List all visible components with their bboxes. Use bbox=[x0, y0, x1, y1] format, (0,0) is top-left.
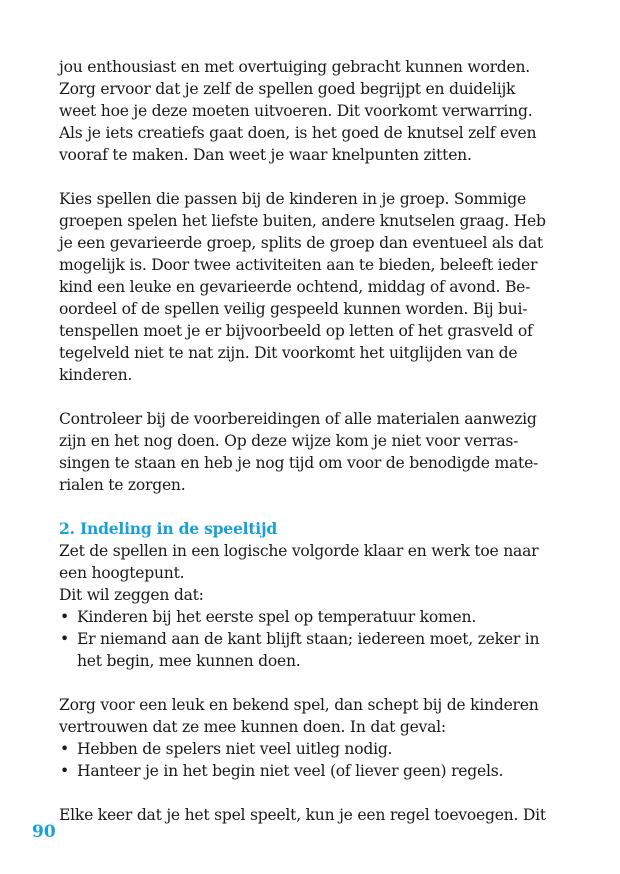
list-item-text: Kinderen bij het eerste spel op temperatuur komen. bbox=[77, 608, 477, 626]
list-item-text: Er niemand aan de kant blijft staan; iedereen moet, zeker in bbox=[77, 630, 540, 648]
text-line: Elke keer dat je het spel speelt, kun je een regel toevoegen. Dit bbox=[59, 806, 546, 824]
text-line: vooraf te maken. Dan weet je waar knelpunten zitten. bbox=[59, 146, 472, 164]
paragraph-gap bbox=[59, 672, 559, 694]
bullet-list bbox=[59, 606, 559, 672]
paragraph-logical-order bbox=[59, 540, 559, 606]
text-line: vertrouwen dat ze mee kunnen doen. In dat geval: bbox=[59, 718, 446, 736]
bullet-icon: • bbox=[60, 740, 69, 758]
text-line: kinderen. bbox=[59, 366, 133, 384]
list-item bbox=[59, 606, 559, 628]
list-item bbox=[59, 738, 559, 760]
paragraph-choose-games bbox=[59, 188, 559, 386]
paragraph-gap bbox=[59, 782, 559, 804]
text-line: jou enthousiast en met overtuiging gebracht kunnen worden. bbox=[59, 58, 530, 76]
paragraph-gap bbox=[59, 386, 559, 408]
text-line: tenspellen moet je er bijvoorbeeld op letten of het grasveld of bbox=[59, 322, 533, 340]
list-item bbox=[59, 628, 559, 650]
bullet-icon: • bbox=[60, 762, 69, 780]
list-item-text: Hebben de spelers niet veel uitleg nodig. bbox=[77, 740, 393, 758]
text-line: kind een leuke en gevarieerde ochtend, middag of avond. Be- bbox=[59, 278, 531, 296]
bullet-icon: • bbox=[60, 608, 69, 626]
text-line: Zorg ervoor dat je zelf de spellen goed begrijpt en duidelijk bbox=[59, 80, 516, 98]
text-line: weet hoe je deze moeten uitvoeren. Dit voorkomt verwarring. bbox=[59, 102, 533, 120]
bullet-list bbox=[59, 738, 559, 782]
page-body bbox=[59, 56, 559, 826]
text-line: tegelveld niet te nat zijn. Dit voorkomt het uitglijden van de bbox=[59, 344, 518, 362]
text-line: mogelijk is. Door twee activiteiten aan te bieden, beleeft ieder bbox=[59, 256, 538, 274]
text-line: Zorg voor een leuk en bekend spel, dan schept bij de kinderen bbox=[59, 696, 539, 714]
paragraph-gap bbox=[59, 166, 559, 188]
list-item-text: Hanteer je in het begin niet veel (of liever geen) regels. bbox=[77, 762, 504, 780]
paragraph-add-rule bbox=[59, 804, 559, 826]
text-line: zijn en het nog doen. Op deze wijze kom je niet voor verras- bbox=[59, 432, 519, 450]
paragraph-preparation bbox=[59, 56, 559, 166]
text-line: oordeel of de spellen veilig gespeeld kunnen worden. Bij bui- bbox=[59, 300, 528, 318]
bullet-icon: • bbox=[60, 630, 69, 648]
paragraph-check-materials bbox=[59, 408, 559, 496]
text-line: Als je iets creatiefs gaat doen, is het goed de knutsel zelf even bbox=[59, 124, 537, 142]
text-line: groepen spelen het liefste buiten, andere knutselen graag. Heb bbox=[59, 212, 546, 230]
paragraph-known-game bbox=[59, 694, 559, 738]
list-item bbox=[59, 760, 559, 782]
page-number: 90 bbox=[32, 822, 56, 842]
section-heading: 2. Indeling in de speeltijd bbox=[59, 519, 277, 538]
text-line: Zet de spellen in een logische volgorde klaar en werk toe naar bbox=[59, 542, 539, 560]
text-line: Kies spellen die passen bij de kinderen in je groep. Sommige bbox=[59, 190, 527, 208]
list-item-continuation: het begin, mee kunnen doen. bbox=[77, 652, 301, 670]
paragraph-gap bbox=[59, 496, 559, 518]
text-line: een hoogtepunt. bbox=[59, 564, 185, 582]
text-line: singen te staan en heb je nog tijd om voor de benodigde mate- bbox=[59, 454, 539, 472]
text-line: Controleer bij de voorbereidingen of alle materialen aanwezig bbox=[59, 410, 537, 428]
text-line: Dit wil zeggen dat: bbox=[59, 586, 204, 604]
text-line: je een gevarieerde groep, splits de groep dan eventueel als dat bbox=[59, 234, 543, 252]
text-line: rialen te zorgen. bbox=[59, 476, 186, 494]
